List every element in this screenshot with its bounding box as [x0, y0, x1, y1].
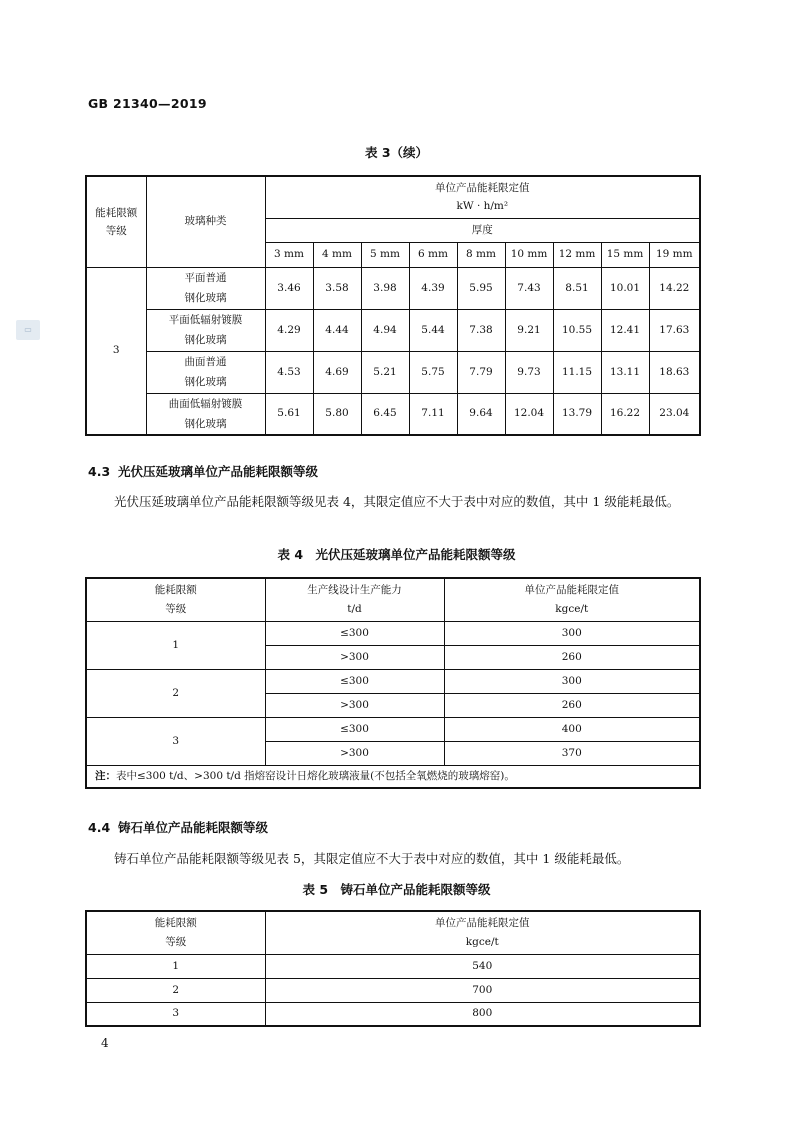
value-cell: 8.51	[553, 267, 601, 309]
note-label: 注：	[95, 769, 116, 782]
thickness-cell: 12 mm	[553, 242, 601, 267]
thickness-cell: 6 mm	[409, 242, 457, 267]
value-cell: 800	[265, 1002, 700, 1026]
level-cell: 2	[86, 978, 265, 1002]
table3-header-type: 玻璃种类	[146, 176, 265, 267]
table-row	[86, 393, 700, 435]
thickness-cell: 15 mm	[601, 242, 649, 267]
table3-caption: 表 3（续）	[364, 145, 429, 160]
table-row	[86, 669, 700, 693]
capacity-cell: ≤300	[265, 669, 444, 693]
table4-caption: 表 4 光伏压延玻璃单位产品能耗限额等级	[277, 547, 516, 562]
glass-type-cell: 曲面普通 钢化玻璃	[146, 351, 265, 393]
value-cell: 10.55	[553, 309, 601, 351]
table4-note	[86, 765, 700, 788]
value-cell: 17.63	[649, 309, 700, 351]
level-cell: 3	[86, 1002, 265, 1026]
value-cell: 4.69	[313, 351, 361, 393]
level-cell: 1	[86, 954, 265, 978]
capacity-cell: >300	[265, 693, 444, 717]
table-row	[86, 954, 700, 978]
value-cell: 14.22	[649, 267, 700, 309]
table4-header-value: 单位产品能耗限定值 kgce/t	[444, 578, 700, 621]
table5-header-level: 能耗限额 等级	[86, 911, 265, 954]
table3-level-cell: 3	[86, 267, 146, 435]
table-note-row	[86, 765, 700, 788]
value-cell: 13.79	[553, 393, 601, 435]
table-row	[86, 351, 700, 393]
value-cell: 4.44	[313, 309, 361, 351]
value-cell: 4.53	[265, 351, 313, 393]
table-row	[86, 1002, 700, 1026]
value-cell: 9.21	[505, 309, 553, 351]
thickness-cell: 19 mm	[649, 242, 700, 267]
capacity-cell: >300	[265, 741, 444, 765]
value-cell: 5.61	[265, 393, 313, 435]
value-cell: 300	[444, 621, 700, 645]
value-cell: 5.21	[361, 351, 409, 393]
value-cell: 7.38	[457, 309, 505, 351]
level-cell: 3	[86, 717, 265, 765]
thickness-cell: 4 mm	[313, 242, 361, 267]
section-4-3-heading	[88, 462, 318, 480]
section-4-3-paragraph: 光伏压延玻璃单位产品能耗限额等级见表 4，其限定值应不大于表中对应的数值，其中 1 级能耗最低。	[114, 494, 680, 509]
value-cell: 5.80	[313, 393, 361, 435]
value-cell: 260	[444, 645, 700, 669]
section-4-4-heading	[88, 818, 268, 836]
capacity-cell: ≤300	[265, 717, 444, 741]
table5-caption: 表 5 铸石单位产品能耗限额等级	[302, 882, 491, 897]
section-title: 光伏压延玻璃单位产品能耗限额等级	[118, 464, 319, 479]
value-cell: 12.04	[505, 393, 553, 435]
value-cell: 7.43	[505, 267, 553, 309]
value-cell: 260	[444, 693, 700, 717]
table3-header-value: 单位产品能耗限定值 kW · h/m²	[265, 176, 700, 218]
value-cell: 3.46	[265, 267, 313, 309]
level-cell: 1	[86, 621, 265, 669]
thickness-cell: 3 mm	[265, 242, 313, 267]
side-watermark-icon: ▭	[16, 320, 40, 340]
page-number: 4	[101, 1036, 109, 1050]
value-cell: 9.73	[505, 351, 553, 393]
value-cell: 7.11	[409, 393, 457, 435]
value-cell: 700	[265, 978, 700, 1002]
table-row	[86, 621, 700, 645]
table3-header-thickness: 厚度	[265, 218, 700, 242]
value-cell: 370	[444, 741, 700, 765]
note-text: 表中≤300 t/d、>300 t/d 指熔窑设计日熔化玻璃液量(不包括全氧燃烧的玻璃熔窑)。	[116, 769, 515, 782]
value-cell: 300	[444, 669, 700, 693]
value-cell: 6.45	[361, 393, 409, 435]
value-cell: 16.22	[601, 393, 649, 435]
table4-header-level: 能耗限额 等级	[86, 578, 265, 621]
section-number: 4.4	[88, 820, 111, 835]
value-cell: 11.15	[553, 351, 601, 393]
section-number: 4.3	[88, 464, 111, 479]
value-cell: 4.94	[361, 309, 409, 351]
thickness-cell: 5 mm	[361, 242, 409, 267]
capacity-cell: >300	[265, 645, 444, 669]
value-cell: 23.04	[649, 393, 700, 435]
value-cell: 12.41	[601, 309, 649, 351]
table5-header-value: 单位产品能耗限定值 kgce/t	[265, 911, 700, 954]
table4-header-capacity: 生产线设计生产能力 t/d	[265, 578, 444, 621]
glass-type-cell: 平面普通 钢化玻璃	[146, 267, 265, 309]
value-cell: 9.64	[457, 393, 505, 435]
table3-header-level: 能耗限额 等级	[86, 176, 146, 267]
capacity-cell: ≤300	[265, 621, 444, 645]
value-cell: 4.39	[409, 267, 457, 309]
glass-type-cell: 曲面低辐射镀膜 钢化玻璃	[146, 393, 265, 435]
section-4-4-paragraph: 铸石单位产品能耗限额等级见表 5，其限定值应不大于表中对应的数值，其中 1 级能耗最低。	[114, 851, 630, 866]
value-cell: 10.01	[601, 267, 649, 309]
section-title: 铸石单位产品能耗限额等级	[118, 820, 269, 835]
value-cell: 540	[265, 954, 700, 978]
table4	[85, 577, 701, 789]
table-row	[86, 978, 700, 1002]
table3	[85, 175, 701, 436]
glass-type-cell: 平面低辐射镀膜 钢化玻璃	[146, 309, 265, 351]
thickness-cell: 10 mm	[505, 242, 553, 267]
standard-number: GB 21340—2019	[88, 96, 207, 111]
table-row	[86, 717, 700, 741]
value-cell: 400	[444, 717, 700, 741]
value-cell: 5.75	[409, 351, 457, 393]
table5	[85, 910, 701, 1027]
thickness-cell: 8 mm	[457, 242, 505, 267]
value-cell: 13.11	[601, 351, 649, 393]
value-cell: 3.98	[361, 267, 409, 309]
level-cell: 2	[86, 669, 265, 717]
value-cell: 5.44	[409, 309, 457, 351]
value-cell: 4.29	[265, 309, 313, 351]
value-cell: 3.58	[313, 267, 361, 309]
table-row	[86, 309, 700, 351]
table-row	[86, 267, 700, 309]
value-cell: 7.79	[457, 351, 505, 393]
value-cell: 18.63	[649, 351, 700, 393]
value-cell: 5.95	[457, 267, 505, 309]
